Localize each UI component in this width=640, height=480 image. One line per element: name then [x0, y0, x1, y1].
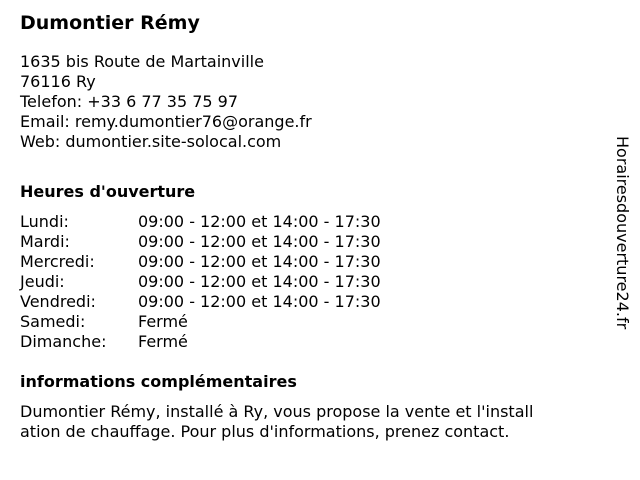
address-line-1: 1635 bis Route de Martainville: [20, 52, 264, 71]
time-value: 09:00 - 12:00 et 14:00 - 17:30: [138, 272, 381, 291]
hours-row-dimanche: [20, 332, 600, 352]
hours-row-mercredi: [20, 252, 600, 272]
day-label: Vendredi:: [20, 292, 96, 311]
hours-row-lundi: [20, 212, 600, 232]
web-line: Web: dumontier.site-solocal.com: [20, 132, 282, 151]
business-name: Dumontier Rémy: [20, 12, 200, 34]
time-value: 09:00 - 12:00 et 14:00 - 17:30: [138, 252, 381, 271]
day-label: Samedi:: [20, 312, 86, 331]
time-value: 09:00 - 12:00 et 14:00 - 17:30: [138, 232, 381, 251]
site-watermark: [612, 136, 632, 386]
day-label: Mardi:: [20, 232, 70, 251]
phone-line: Telefon: +33 6 77 35 75 97: [20, 92, 239, 111]
day-label: Dimanche:: [20, 332, 107, 351]
time-value: 09:00 - 12:00 et 14:00 - 17:30: [138, 212, 381, 231]
address-line-2: 76116 Ry: [20, 72, 96, 91]
day-label: Mercredi:: [20, 252, 95, 271]
hours-heading: Heures d'ouverture: [20, 182, 196, 201]
info-heading: informations complémentaires: [20, 372, 297, 391]
hours-row-vendredi: [20, 292, 600, 312]
hours-row-jeudi: [20, 272, 600, 292]
time-value: 09:00 - 12:00 et 14:00 - 17:30: [138, 292, 381, 311]
watermark-text: Horairesdouverture24.fr: [613, 136, 632, 330]
time-value: Fermé: [138, 332, 188, 351]
hours-table: [20, 212, 600, 352]
hours-row-samedi: [20, 312, 600, 332]
info-text-line-1: Dumontier Rémy, installé à Ry, vous propose la vente et l'install: [20, 402, 534, 421]
hours-row-mardi: [20, 232, 600, 252]
day-label: Jeudi:: [20, 272, 65, 291]
business-card: [20, 10, 600, 442]
info-text-line-2: ation de chauffage. Pour plus d'informations, prenez contact.: [20, 422, 510, 441]
day-label: Lundi:: [20, 212, 69, 231]
time-value: Fermé: [138, 312, 188, 331]
email-line: Email: remy.dumontier76@orange.fr: [20, 112, 312, 131]
